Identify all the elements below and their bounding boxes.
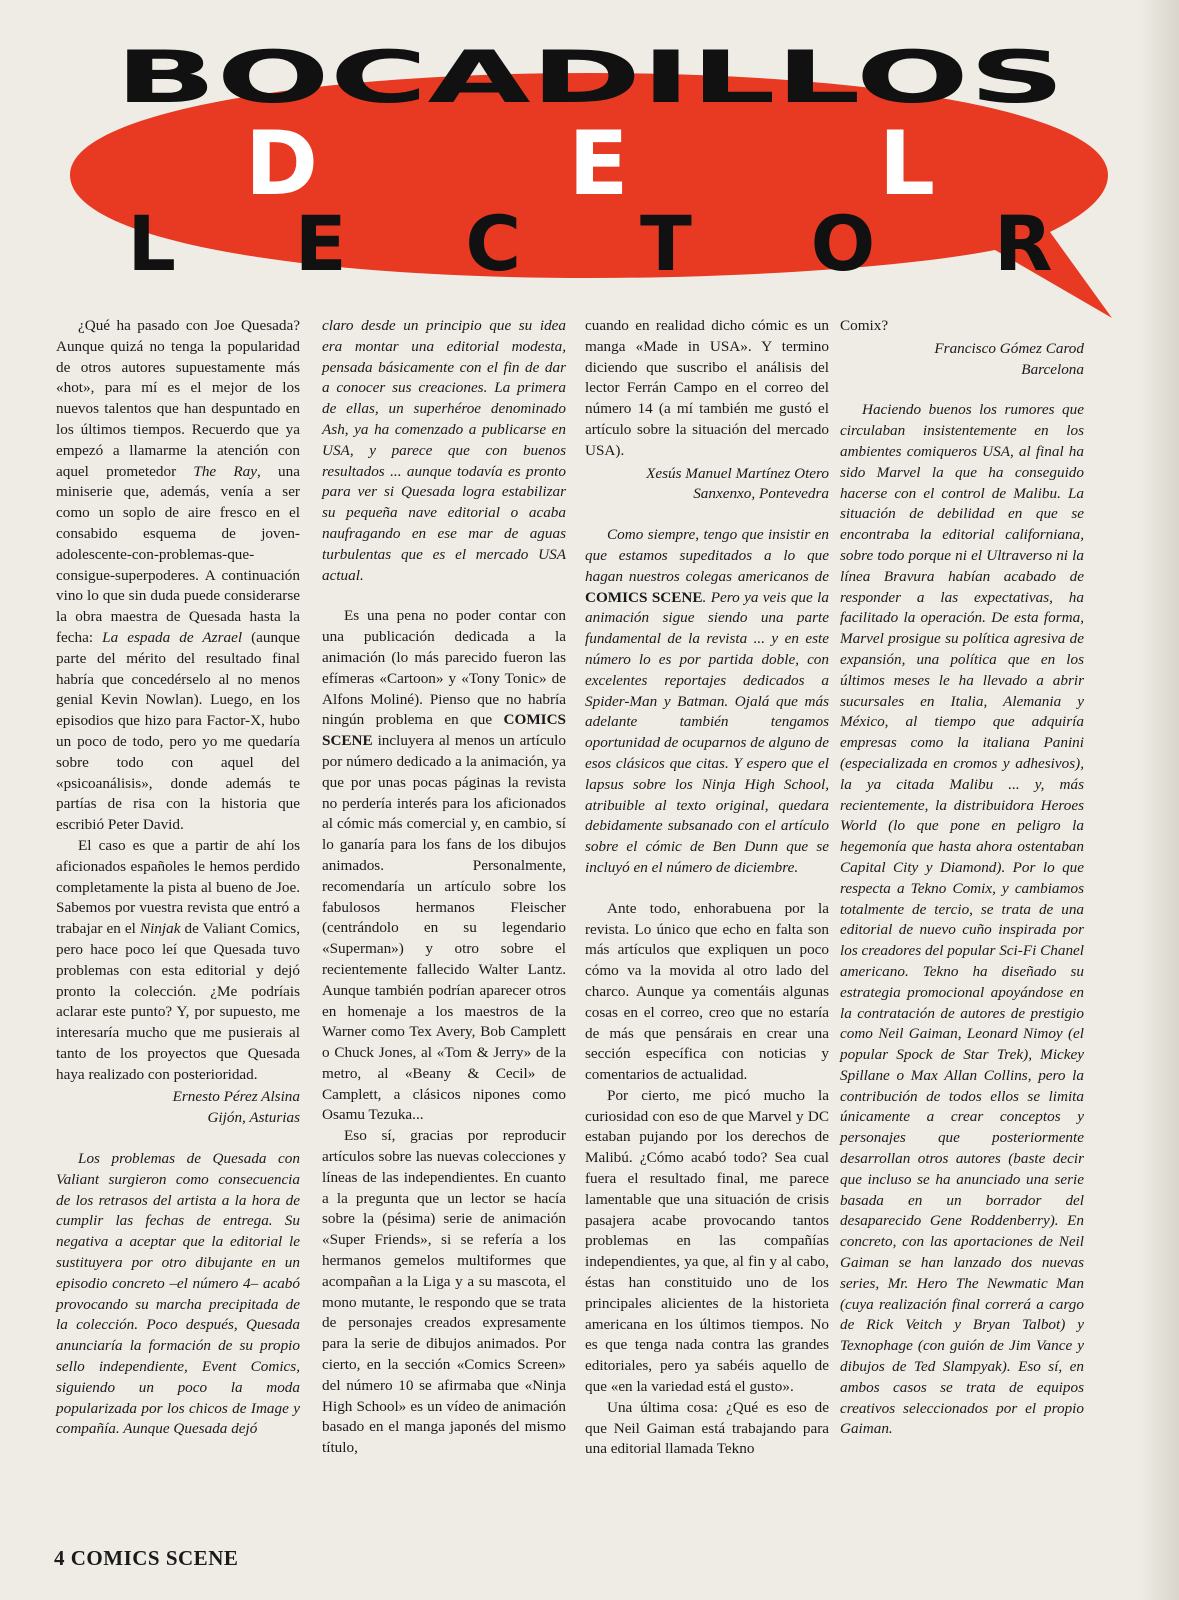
magazine-name: COMICS SCENE: [70, 1546, 239, 1570]
signature-place: Gijón, Asturias: [207, 1109, 300, 1127]
page-footer: [54, 1546, 238, 1571]
reply-3: Haciendo buenos los rumores que circulaban insistentemente en los ambientes comiqueros USA, al final ha sido Marvel la que ha conseguido hacerse con el control de Malibu. La situación de debilidad en que se encontraba la editorial californiana, sobre todo porque ni el Ultraverso ni la línea Bravura habían acabado de responder a las expectativas, ha facilitado la operación. De esta forma, Marvel prosigue su política agresiva de expansión, una política que en los últimos meses le ha llevado a abrir sucursales en Italia, Alemania y México, al tiempo que adquiría empresas como la italiana Panini (especializada en cromos y adhesivos), la ya citada Malibu ... y, más recientemente, la distribuidora Heroes World (lo que pone en peligro la hegemonía que hasta ahora ostentaban Capital City y Diamond). Por lo que respecta a Tekno Comix, y cambiamos totalmente de tercio, se trata de una editorial de nuevo cuño inspirada por los creadores del popular Sci-Fi Chanel americano. Tekno ha diseñado su estrategia promocional apoyándose en la contratación de autores de prestigio como Neil Gaiman, Leonard Nimoy (el popular Spock de Star Trek), Mickey Spillane o Max Allan Collins, pero la contribución de todos ellos se limita únicamente a crear conceptos y personajes que posteriormente desarrollan otros autores (baste decir que incluso se ha anunciado una serie basada en un borrador del desaparecido Gene Roddenberry). En concreto, con las aportaciones de Neil Gaiman se han lanzado dos nuevas series, Mr. Hero The Newmatic Man (cuya realización final correrá a cargo de Rick Veitch y Bryan Talbot) y Texnophage (con guión de Jim Vance y dibujos de Ted Slampyak). Eso sí, en ambos casos se trata de equipos creativos seleccionados por el propio Gaiman.: [840, 401, 1084, 1438]
letter-2-paragraph-3: cuando en realidad dicho cómic es un manga «Made in USA». Y termino diciendo que suscribo el análisis del lector Ferrán Campo en el correo del número 14 (a mí también me gustó el artículo sobre la situación del mercado USA).: [585, 317, 829, 459]
column-1: [56, 316, 300, 1440]
letter-2-signature: [585, 464, 829, 506]
title-header: [0, 0, 1179, 320]
letter-1-paragraph-1: ¿Qué ha pasado con Joe Quesada? Aunque quizá no tenga la popularidad de otros autores supuestamente más «hot», para mí es el mejor de los nuevos talentos que han despuntado en los últimos tiempos. Recuerdo que ya empezó a llamarme la atención con aquel prometedor The Ray, una miniserie que, además, venía a ser como un soplo de aire fresco en el consabido esquema de joven-adolescente-con-problemas-que-consigue-superpoderes. A continuación vino lo que sin duda puede considerarse la obra maestra de Quesada hasta la fecha: La espada de Azrael (aunque parte del mérito del resultado final habría que concedérselo al no menos genial Kevin Nowlan). Luego, en los episodios que hizo para Factor-X, hubo un poco de todo, pero yo me quedaría sobre todo con aquel del «psicoanálisis», donde además te partías de risa con la historia que escribió Peter David.: [56, 317, 301, 834]
column-2: [322, 316, 566, 1459]
letter-3-paragraph-3: Una última cosa: ¿Qué es eso de que Neil Gaiman está trabajando para una editorial llamada Tekno: [585, 1398, 829, 1458]
reply-2: Como siempre, tengo que insistir en que estamos supeditados a lo que hagan nuestros colegas americanos de COMICS SCENE. Pero ya veis que la animación sigue siendo una parte fundamental de la revista ... y en este número lo es por partida doble, con excelentes reportajes dedicados a Spider-Man y Batman. Ojalá que más adelante también tengamos oportunidad de ocuparnos de alguno de esos clásicos que citas. Y espero que el lapsus sobre los Ninja High School, atribuible al texto original, quedara debidamente subsanado con el artículo sobre el cómic de Ben Dunn que se incluyó en el número de diciembre.: [585, 526, 829, 876]
speech-bubble-graphic: [0, 0, 1179, 320]
title-word-lector: LECTOR: [127, 199, 1053, 288]
letter-3-paragraph-2: Por cierto, me picó mucho la curiosidad con eso de que Marvel y DC estaban pujando por los derechos de Malibú. ¿Cómo acabó todo? Sea cual fuera el resultado final, me parece lamentable que una situación de crisis pasajera acabe provocando tantos problemas en las compañías independientes, ya que, al fin y al cabo, éstas han constituido uno de los principales alicientes de la historieta americana en los últimos tiempos. No es que tenga nada contra las grandes editoriales, pero ya sabéis aquello de que «en la variedad está el gusto».: [585, 1086, 829, 1396]
column-4: [840, 316, 1084, 1440]
signature-place: Barcelona: [1021, 360, 1084, 378]
reply-1-continued: claro desde un principio que su idea era montar una editorial modesta, pensada básicamente con el fin de dar a conocer sus creaciones. La primera de ellas, un superhéroe denominado Ash, ya ha comenzado a publicarse en USA, y parece que con buenos resultados ... aunque todavía es pronto para ver si Quesada logra estabilizar su pequeña nave editorial o acaba naufragando en ese mar de aguas turbulentas que es el mercado USA actual.: [322, 317, 566, 584]
title-word-del: DEL: [245, 112, 935, 215]
letter-3-paragraph-1: Ante todo, enhorabuena por la revista. Lo único que echo en falta son más artículos que expliquen un poco cómo va la movida al otro lado del charco. Aunque ya comentáis algunas cosas en el correo, creo que no estaría de más que pensárais en crear una sección específica con noticias y comentarios de actualidad.: [585, 899, 829, 1084]
letter-3-paragraph-4: Comix?: [840, 317, 889, 334]
signature-name: Xesús Manuel Martínez Otero: [646, 464, 829, 482]
signature-place: Sanxenxo, Pontevedra: [693, 485, 829, 503]
signature-name: Francisco Gómez Carod: [934, 339, 1084, 357]
signature-name: Ernesto Pérez Alsina: [172, 1088, 300, 1106]
letter-2-paragraph-1: Es una pena no poder contar con una publicación dedicada a la animación (lo más parecido fueron las efímeras «Cartoon» y «Tony Tonic» de Alfons Moliné). Pienso que no habría ningún problema en que COMICS SCENE incluyera al menos un artículo por número dedicado a la animación, ya que por unas pocas páginas la revista no perdería interés para los aficionados al cómic más comercial y, en cambio, sí lo ganaría para los fans de los dibujos animados. Personalmente, recomendaría un artículo sobre los fabulosos hermanos Fleischer (centrándolo en su legendario «Superman») y otro sobre el recientemente fallecido Walter Lantz. Aunque también podrían aparecer otros en homenaje a los maestros de la Warner como Tex Avery, Bob Camplett o Chuck Jones, al «Tom & Jerry» de la metro, al «Beany & Cecil» de Camplett, a clásicos nipones como Osamu Tezuka...: [322, 607, 566, 1124]
title-word-bocadillos: BOCADILLOS: [115, 35, 1065, 119]
letter-1-paragraph-2: El caso es que a partir de ahí los aficionados españoles le hemos perdido completamente la pista al bueno de Joe. Sabemos por vuestra revista que entró a trabajar en el Ninjak de Valiant Comics, pero hace poco leí que Quesada tuvo problemas con esta editorial y dejó pronto la colección. ¿Me podríais aclarar este punto? Y, por supuesto, me interesaría mucho que me pusierais al tanto de los proyectos que Quesada haya realizado con posterioridad.: [56, 836, 300, 1083]
letter-2-paragraph-2: Eso sí, gracias por reproducir artículos sobre las nuevas colecciones y líneas de las independientes. En cuanto a la pregunta que un lector se hacía sobre la (pésima) serie de animación «Super Friends», si se refería a los hermanos gemelos multiformes que acompañan a la Liga y a su mascota, el mono mutante, le respondo que se trata de personajes creados expresamente para la serie de dibujos animados. Por cierto, en la sección «Comics Screen» del número 10 se afirmaba que «Ninja High School» es un vídeo de animación basado en el manga japonés del mismo título,: [322, 1127, 566, 1457]
page-number: 4: [54, 1546, 65, 1570]
letter-1-signature: [56, 1087, 300, 1129]
letter-3-signature: [840, 339, 1084, 381]
column-3: [585, 316, 829, 1460]
reply-1: Los problemas de Quesada con Valiant surgieron como consecuencia de los retrasos del artista a la hora de cumplir las fechas de entrega. Su negativa a aceptar que la editorial le sustituyera por otro dibujante en un episodio concreto –el número 4– acabó provocando su marcha precipitada de la colección. Poco después, Quesada anunciaría la formación de su propio sello independiente, Event Comics, siguiendo un poco la moda popularizada por los chicos de Image y compañía. Aunque Quesada dejó: [56, 1150, 300, 1438]
